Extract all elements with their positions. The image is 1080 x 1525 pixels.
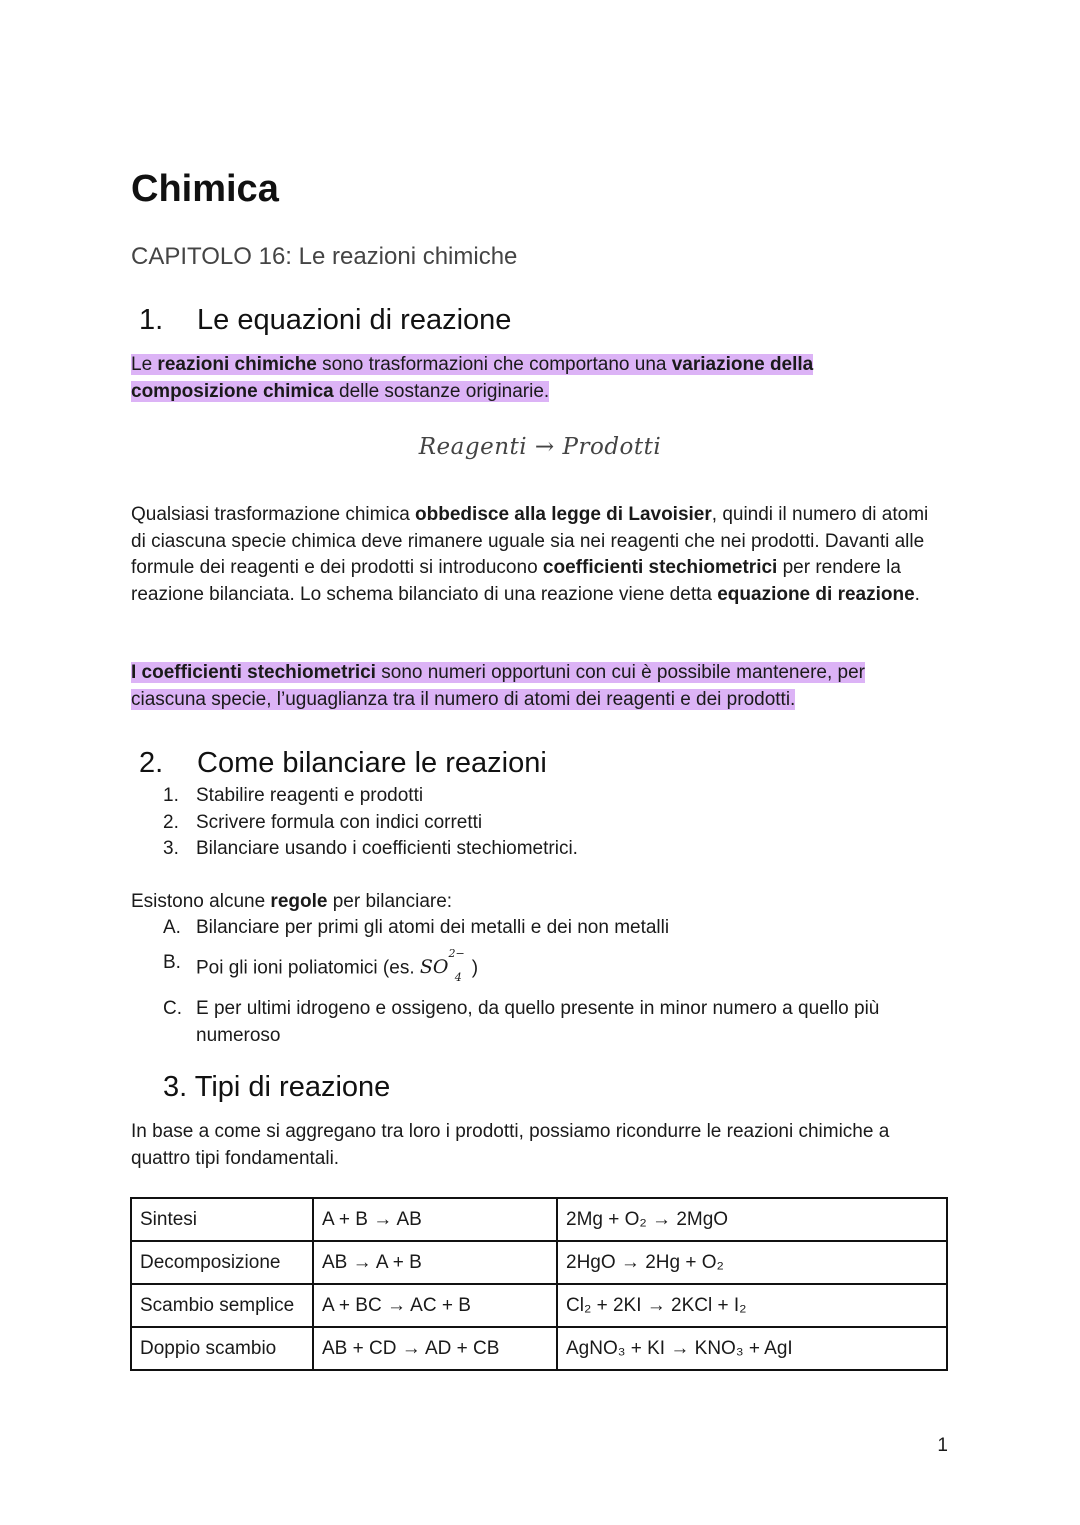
table-cell: Sintesi xyxy=(131,1198,313,1241)
page-title: Chimica xyxy=(131,168,279,210)
section-2-title: Come bilanciare le reazioni xyxy=(197,747,547,779)
section-3-heading: 3. Tipi di reazione xyxy=(163,1071,391,1103)
section-1-number: 1. xyxy=(139,304,164,336)
definition-coefficients: I coefficienti stechiometrici sono numeri opportuni con cui è possibile mantenere, per ciascuna specie, l’uguaglianza tra il numero di atomi dei reagenti e dei prodotti. xyxy=(131,662,865,710)
table-cell: 2HgO → 2Hg + O₂ xyxy=(557,1241,947,1284)
chapter-heading: CAPITOLO 16: Le reazioni chimiche xyxy=(131,243,518,270)
list-item: C. E per ultimi idrogeno e ossigeno, da quello presente in minor numero a quello più numeroso xyxy=(163,998,880,1046)
table-cell: Cl₂ + 2KI → 2KCl + I₂ xyxy=(557,1284,947,1327)
table-cell: AgNO₃ + KI → KNO₃ + AgI xyxy=(557,1327,947,1370)
reaction-formula: Reagenti → Prodotti xyxy=(418,434,662,460)
reaction-types-table xyxy=(130,1197,948,1371)
sulfate-formula: $SO^{2-}_4$ xyxy=(419,946,465,984)
page-number: 1 xyxy=(937,1435,948,1456)
table-cell: AB → A + B xyxy=(313,1241,557,1284)
table-cell: 2Mg + O₂ → 2MgO xyxy=(557,1198,947,1241)
steps-list xyxy=(163,783,916,863)
definition-reactions: Le reazioni chimiche sono trasformazioni che comportano una variazione della composizione chimica delle sostanze originarie. xyxy=(131,354,814,402)
table-cell: Decomposizione xyxy=(131,1241,313,1284)
section-1-heading xyxy=(139,304,511,337)
table-cell: A + B → AB xyxy=(313,1198,557,1241)
list-item: 2. Scrivere formula con indici corretti xyxy=(163,811,483,833)
section-2-heading xyxy=(139,747,547,780)
rules-list xyxy=(163,915,916,1049)
section-1-title: Le equazioni di reazione xyxy=(197,304,512,336)
table-cell: AB + CD → AD + CB xyxy=(313,1327,557,1370)
list-item: 3. Bilanciare usando i coefficienti stechiometrici. xyxy=(163,838,578,859)
table-cell: A + BC → AC + B xyxy=(313,1284,557,1327)
rules-intro: Esistono alcune regole per bilanciare: xyxy=(131,891,453,912)
table-row xyxy=(131,1241,947,1284)
table-cell: Scambio semplice xyxy=(131,1284,313,1327)
section-2-number: 2. xyxy=(139,747,164,779)
table-row xyxy=(131,1327,947,1370)
lavoisier-paragraph: Qualsiasi trasformazione chimica obbedisce alla legge di Lavoisier, quindi il numero di atomi di ciascuna specie chimica deve rimanere uguale sia nei reagenti che nei prodotti. Davanti alle formule dei reagenti e dei prodotti si introducono coefficienti stechiometrici per rendere la reazione bilanciata. Lo schema bilanciato di una reazione viene detta equazione di reazione. xyxy=(131,504,929,605)
list-item: A. Bilanciare per primi gli atomi dei metalli e dei non metalli xyxy=(163,917,670,938)
table-row xyxy=(131,1284,947,1327)
types-intro: In base a come si aggregano tra loro i prodotti, possiamo ricondurre le reazioni chimiche a quattro tipi fondamentali. xyxy=(131,1121,890,1169)
list-item: B. Poi gli ioni poliatomici (es. $SO^{2-}_4$ ) xyxy=(163,946,479,984)
table-cell: Doppio scambio xyxy=(131,1327,313,1370)
list-item: 1. Stabilire reagenti e prodotti xyxy=(163,785,424,806)
table-row xyxy=(131,1198,947,1241)
